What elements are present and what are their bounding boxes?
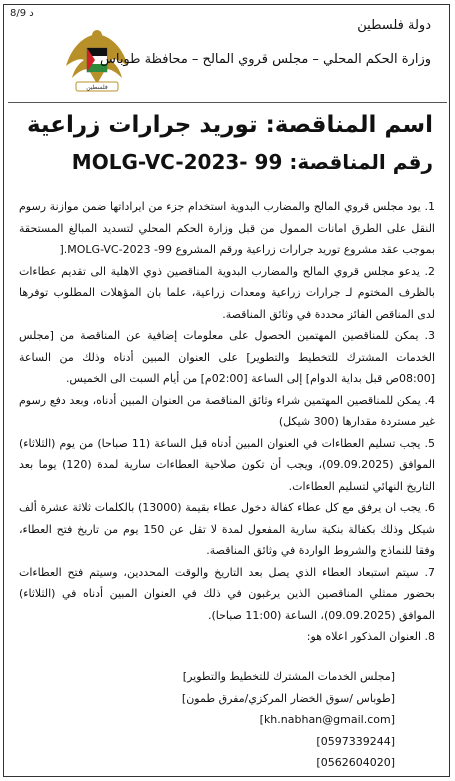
- phone-line: [0597339244]: [316, 734, 395, 748]
- tender-title: اسم المناقصة: توريد جرارات زراعية: [26, 112, 433, 138]
- state-name: دولة فلسطين: [357, 18, 431, 33]
- tender-item: 8. العنوان المذكور اعلاه هو:: [306, 630, 435, 643]
- page-number: 8/9 د: [10, 8, 34, 19]
- address-line: [مجلس الخدمات المشترك للتخطيط والتطوير]: [182, 670, 395, 683]
- tender-item: 3. يمكن للمناقصين المهتمين الحصول على معلومات إضافية عن المناقصة من [مجلس الخدمات المشترك للتخطيط والتطوير] على العنوان المبين أدناه وذلك من الساعة [08:00ص قبل بداية الدوام] إلى الساعة [02:00م] من أيام السبت الى الخميس.: [19, 329, 435, 385]
- tender-item: 4. يمكن للمناقصين المهتمين شراء وثائق المناقصة من العنوان المبين أدناه، وبعد دفع رسوم غير مستردة مقدارها (300 شيكل): [19, 393, 435, 428]
- address-block: [95, 666, 395, 774]
- tender-item: 2. يدعو مجلس قروي المالح والمضارب البدوية المناقصين ذوي الاهلية الى تقديم عطاءات بالظرف المختوم لـ جرارات زراعية ومعدات زراعية، علما بان المؤهلات المطلوب توفرها لدى المناقص الفائز محددة في وثائق المناقصة.: [19, 264, 435, 321]
- tender-item: 7. سيتم استبعاد العطاء الذي يصل بعد التاريخ والوقت المحددين، وسيتم فتح العطاءات بحضور ممثلي المناقصين الذين يرغبون في ذلك في العنوان المبين أدناه في (الثلاثاء) الموافق (09.09.2025)، الساعة (11:00 صباحا).: [19, 565, 435, 622]
- ministry-line: وزارة الحكم المحلي – مجلس قروي المالح – محافظة طوباس: [99, 52, 431, 67]
- phone-line: [0562604020]: [316, 756, 395, 769]
- address-line: [طوباس /سوق الخضار المركزي/مفرق طمون]: [181, 691, 395, 705]
- tender-item: 6. يجب ان يرفق مع كل عطاء كفالة دخول عطاء بقيمة (13000) بالكلمات ثلاثة عشرة ألف شيكل وذلك بكفالة بنكية سارية المفعول لمدة لا تقل عن 150 يوم من تاريخ فتح العطاء، وفقا للنماذج والشروط الواردة في وثائق المناقصة.: [19, 501, 435, 557]
- tender-number: رقم المناقصة: MOLG-VC-2023- 99: [71, 150, 433, 174]
- tender-item: 5. يجب تسليم العطاءات في العنوان المبين أدناه قبل الساعة (11 صباحا) من يوم (الثلاثاء) الموافق (09.09.2025)، ويجب أن تكون صلاحية العطاءات سارية لمدة (120) يوما بعد التاريخ النهائي لتسليم العطاءات.: [19, 436, 436, 493]
- emblem-scroll-text: فلسطين: [86, 84, 108, 91]
- header-divider: [8, 102, 447, 103]
- email-line: [kh.nabhan@gmail.com]: [259, 713, 395, 726]
- tender-items: [19, 196, 435, 648]
- tender-item: 1. يود مجلس قروي المالح والمضارب البدوية استخدام جزء من ايراداتها ضمن موازنة رسوم النقل على الطرق امانات الممول من قبل وزارة الحكم المحلي لتسديد المبالغ المستحقة بموجب عقد مشروع توريد جرارات زراعية ورقم المشروع 99- MOLG-VC-2023.[: [19, 200, 435, 256]
